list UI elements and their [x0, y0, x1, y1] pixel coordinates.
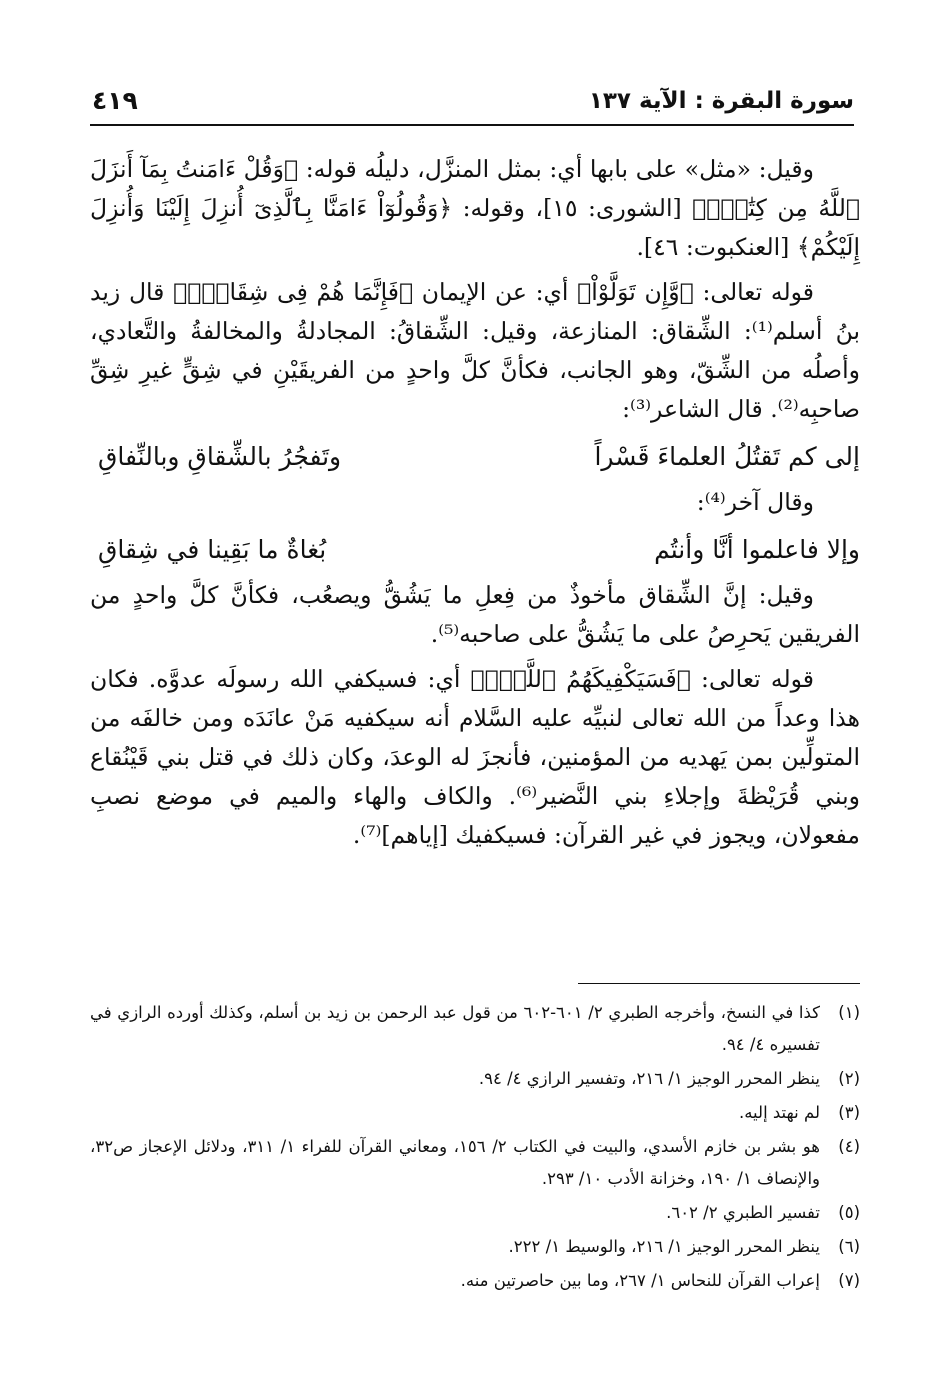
- verse-second-hemistich: بُغاةٌ ما بَقِينا في شِقاقِ: [98, 535, 327, 564]
- footnote: [90, 1231, 860, 1263]
- poetry-verse: [90, 528, 860, 572]
- footnote-separator: [578, 983, 860, 984]
- paragraph: قوله تعالى: ﴿وَّإِن تَوَلَّوْاْ﴾ أي: عن الإيمان ﴿فَإِنَّمَا هُمْ فِى شِقَاقٍۖ﴾ قال زيد بنُ أسلم⁽¹⁾: الشِّقاق: المنازعة، وقيل: الشِّقاقُ: المجادلةُ والمخالفةُ والتَّعادي، وأصلُه من الشِّقّ، وهو الجانب، فكأنَّ كلَّ واحدٍ من الفريقَيْنِ في شِقٍّ غيرِ شِقِّ صاحبِه⁽²⁾. قال الشاعر⁽³⁾:: [90, 278, 860, 423]
- footnote-text: ينظر المحرر الوجيز ١/ ٢١٦، والوسيط ١/ ٢٢٢.: [508, 1237, 820, 1256]
- verse-first-hemistich: وإلا فاعلموا أنَّا وأنتُم: [654, 535, 860, 564]
- footnote: [90, 1131, 860, 1195]
- footnote-number: (٣): [838, 1103, 860, 1122]
- main-text: [90, 150, 860, 861]
- running-title: سورة البقرة : الآية ١٣٧: [588, 88, 854, 114]
- footnote-number: (١): [838, 1003, 860, 1022]
- footnote-text: كذا في النسخ، وأخرجه الطبري ٢/ ٦٠١-٦٠٢ من قول عبد الرحمن بن زيد بن أسلم، وكذلك أورده الرازي في تفسيره ٤/ ٩٤.: [90, 1003, 820, 1054]
- verse-first-hemistich: إلى كم تَقتُلُ العلماءَ قَسْراً: [594, 442, 860, 471]
- footnote-number: (٥): [838, 1203, 860, 1222]
- footnote-number: (٤): [838, 1137, 860, 1156]
- footnotes: [90, 997, 860, 1299]
- footnote-text: إعراب القرآن للنحاس ١/ ٢٦٧، وما بين حاصرتين منه.: [460, 1271, 820, 1290]
- paragraph: وقال آخر⁽⁴⁾:: [696, 488, 814, 516]
- verse-second-hemistich: وتَفجُرُ بالشِّقاقِ وبالنِّفاقِ: [98, 442, 342, 471]
- paragraph: قوله تعالى: ﴿فَسَيَكْفِيكَهُمُ ٱللَّهُۚ﴾ أي: فسيكفي الله رسولَه عدوَّه. فكان هذا وعداً من الله تعالى لنبيِّه عليه السَّلام أنه سيكفيه مَنْ عانَدَه ومن خالفَه من المتولِّين بمن يَهديه من المؤمنين، فأنجزَ له الوعدَ، وكان ذلك في قتل بني قَيْنُقاع وبني قُرَيْظةَ وإجلاءِ بني النَّضير⁽⁶⁾. والكاف والهاء والميم في موضع نصبِ مفعولان، ويجوز في غير القرآن: فسيكفيك [إياهم]⁽⁷⁾.: [90, 665, 860, 849]
- footnote: [90, 1097, 860, 1129]
- footnote-text: ينظر المحرر الوجيز ١/ ٢١٦، وتفسير الرازي ٤/ ٩٤.: [478, 1069, 820, 1088]
- footnote: [90, 1197, 860, 1229]
- page-header: [90, 84, 854, 126]
- footnote: [90, 1265, 860, 1297]
- page-number: ٤١٩: [92, 86, 138, 115]
- footnote: [90, 997, 860, 1061]
- footnote-text: لم نهتد إليه.: [738, 1103, 820, 1122]
- paragraph: وقيل: «مثل» على بابها أي: بمثل المنزَّل، دليلُه قوله: ﴿وَقُلْ ءَامَنتُ بِمَآ أَنزَلَ ٱللَّهُ مِن كِتَٰبٍۖ﴾ [الشورى: ١٥]، وقوله: ﴿وَقُولُوٓاْ ءَامَنَّا بِٱلَّذِىٓ أُنزِلَ إِلَيْنَا وَأُنزِلَ إِلَيْكُمْ﴾ [العنكبوت: ٤٦].: [90, 155, 861, 261]
- paragraph: وقيل: إنَّ الشِّقاق مأخوذٌ من فِعلِ ما يَشُقُّ ويصعُب، فكأنَّ كلَّ واحدٍ من الفريقين يَحرِصُ على ما يَشُقُّ على صاحبه⁽⁵⁾.: [90, 581, 860, 648]
- footnote: [90, 1063, 860, 1095]
- footnote-number: (٦): [838, 1237, 860, 1256]
- footnote-number: (٧): [838, 1271, 860, 1290]
- footnote-number: (٢): [838, 1069, 860, 1088]
- poetry-verse: [90, 435, 860, 479]
- footnote-text: هو بشر بن خازم الأسدي، والبيت في الكتاب ٢/ ١٥٦، ومعاني القرآن للفراء ١/ ٣١١، ودلائل الإعجاز ص٣٢، والإنصاف ١/ ١٩٠، وخزانة الأدب ١٠/ ٢٩٣.: [90, 1137, 821, 1188]
- footnote-text: تفسير الطبري ٢/ ٦٠٢.: [666, 1203, 820, 1222]
